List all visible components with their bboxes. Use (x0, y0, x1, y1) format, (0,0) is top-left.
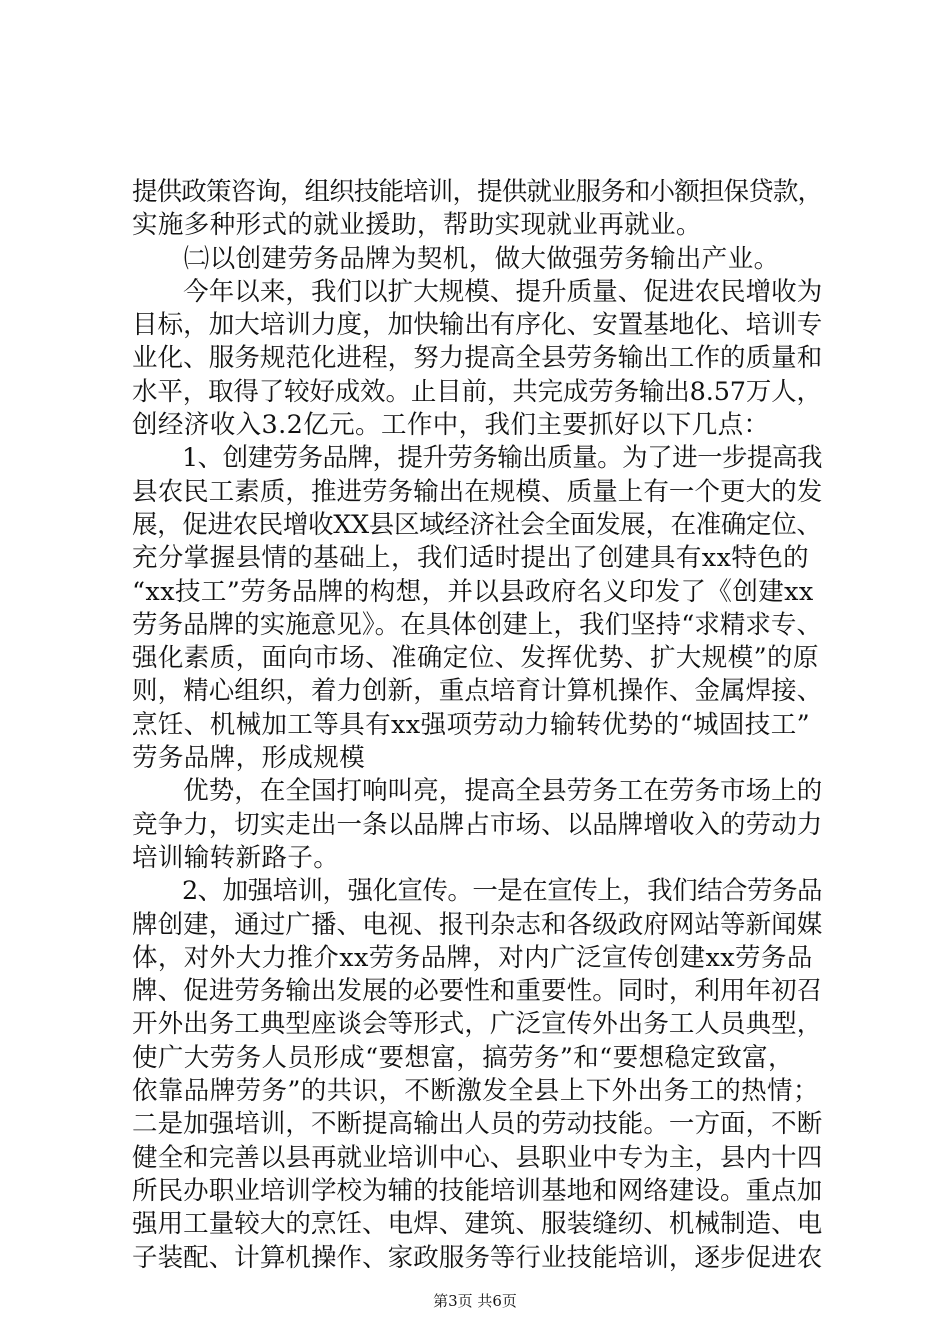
text-line: 则，精心组织，着力创新，重点培育计算机操作、金属焊接、 (132, 676, 823, 707)
text-line: 创经济收入3.2亿元。工作中，我们主要抓好以下几点： (132, 410, 770, 441)
text-line: 展，促进农民增收XX县区域经济社会全面发展，在准确定位、 (132, 509, 822, 540)
text-line: 健全和完善以县再就业培训中心、县职业中专为主，县内十四 (132, 1142, 823, 1173)
text-line: 开外出务工典型座谈会等形式，广泛宣传外出务工人员典型， (132, 1009, 823, 1040)
text-line: 充分掌握县情的基础上，我们适时提出了创建具有xx特色的 (132, 543, 810, 574)
text-line: 使广大劳务人员形成“要想富，搞劳务”和“要想稳定致富， (132, 1042, 794, 1073)
text-line: 水平，取得了较好成效。止目前，共完成劳务输出8.57万人， (132, 376, 822, 407)
text-line: 今年以来，我们以扩大规模、提升质量、促进农民增收为 (132, 276, 823, 307)
text-line: 竞争力，切实走出一条以品牌占市场、以品牌增收入的劳动力 (132, 809, 823, 840)
text-line: 子装配、计算机操作、家政服务等行业技能培训，逐步促进农 (132, 1242, 823, 1273)
text-line: 所民办职业培训学校为辅的技能培训基地和网络建设。重点加 (132, 1175, 823, 1206)
text-line: 劳务品牌的实施意见》。在具体创建上，我们坚持“求精求专、 (132, 609, 822, 640)
text-line: 目标，加大培训力度，加快输出有序化、安置基地化、培训专 (132, 310, 823, 341)
text-line: 体，对外大力推介xx劳务品牌，对内广泛宣传创建xx劳务品 (132, 942, 813, 973)
text-line: 提供政策咨询，组织技能培训，提供就业服务和小额担保贷款， (132, 177, 823, 207)
text-line: 烹饪、机械加工等具有xx强项劳动力输转优势的“城固技工” (132, 709, 811, 740)
text-line: 强用工量较大的烹饪、电焊、建筑、服装缝纫、机械制造、电 (132, 1209, 823, 1240)
text-line: 牌创建，通过广播、电视、报刊杂志和各级政府网站等新闻媒 (132, 909, 823, 940)
text-line: 优势，在全国打响叫亮，提高全县劳务工在劳务市场上的 (132, 776, 823, 807)
text-line: 劳务品牌，形成规模 (132, 743, 366, 774)
text-line: 1、创建劳务品牌，提升劳务输出质量。为了进一步提高我 (132, 443, 822, 474)
text-line: 培训输转新路子。 (132, 842, 340, 873)
text-line: 二是加强培训，不断提高输出人员的劳动技能。一方面，不断 (132, 1109, 823, 1140)
text-line: 实施多种形式的就业援助，帮助实现就业再就业。 (132, 210, 702, 241)
text-line: 业化、服务规范化进程，努力提高全县劳务输出工作的质量和 (132, 343, 823, 374)
text-line: ㈡以创建劳务品牌为契机，做大做强劳务输出产业。 (132, 243, 780, 274)
text-line: 县农民工素质，推进劳务输出在规模、质量上有一个更大的发 (132, 476, 823, 507)
body-text (132, 176, 832, 1275)
text-line: 强化素质，面向市场、准确定位、发挥优势、扩大规模”的原 (132, 643, 819, 674)
text-line: 牌、促进劳务输出发展的必要性和重要性。同时，利用年初召 (132, 976, 823, 1007)
text-line: 2、加强培训，强化宣传。一是在宣传上，我们结合劳务品 (132, 876, 822, 907)
text-line: 依靠品牌劳务”的共识，不断激发全县上下外出务工的热情； (132, 1076, 819, 1107)
text-line: “xx技工”劳务品牌的构想，并以县政府名义印发了《创建xx (132, 576, 814, 607)
page-footer: 第3页 共6页 (433, 1292, 517, 1310)
